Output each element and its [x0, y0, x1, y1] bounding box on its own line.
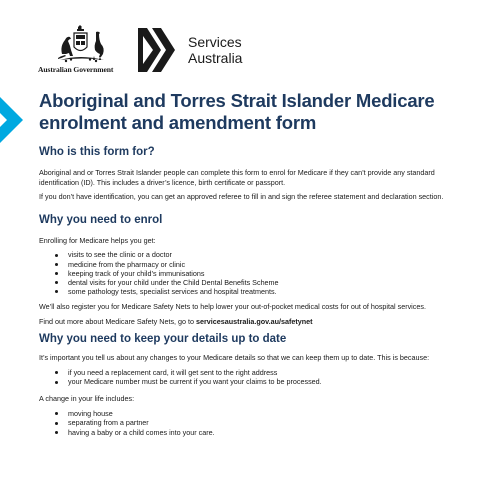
- list-item: separating from a partner: [68, 418, 449, 427]
- form-content: [39, 90, 449, 437]
- services-australia-logo-icon: [138, 28, 178, 72]
- who-paragraph-2: If you don’t have identification, you can get an approved referee to fill in and sign the referee statement and declaration section.: [39, 192, 444, 202]
- who-paragraph-1: Aboriginal and or Torres Strait Islander people can complete this form to enrol for Medicare if they can’t provide any standard identification (ID). This includes a driver’s licence, birth certificate or passport.: [39, 168, 435, 187]
- life-change-list: [39, 409, 449, 437]
- list-item: having a baby or a child comes into your care.: [68, 428, 449, 437]
- list-item: medicine from the pharmacy or clinic: [68, 260, 449, 269]
- safetynet-link[interactable]: servicesaustralia.gov.au/safetynet: [196, 316, 313, 326]
- list-item: your Medicare number must be current if you want your claims to be processed.: [68, 377, 449, 386]
- australia-line: Australia: [188, 50, 243, 66]
- services-australia-wordmark: [188, 34, 242, 66]
- life-change-intro: A change in your life includes:: [39, 393, 135, 403]
- list-item: visits to see the clinic or a doctor: [68, 250, 449, 259]
- page-title: Aboriginal and Torres Strait Islander Medicare enrolment and amendment form: [39, 90, 435, 133]
- section-heading-why-enrol: Why you need to enrol: [39, 213, 163, 226]
- list-item: if you need a replacement card, it will get sent to the right address: [68, 368, 449, 377]
- list-item: keeping track of your child’s immunisations: [68, 269, 449, 278]
- safety-nets-paragraph: We’ll also register you for Medicare Safety Nets to help lower your out-of-pocket medical costs for out of hospital services.: [39, 302, 426, 312]
- gov-logo-text: Australian Government: [38, 65, 114, 74]
- chevron-marker-icon: [0, 93, 24, 147]
- page-header: [38, 24, 268, 76]
- update-reasons-list: [39, 368, 449, 386]
- find-out-more-text: Find out more about Medicare Safety Nets, go to: [39, 316, 197, 326]
- list-item: some pathology tests, specialist services and hospital treatments.: [68, 287, 449, 296]
- services-line: Services: [188, 34, 242, 50]
- list-item: dental visits for your child under the Child Dental Benefits Scheme: [68, 278, 449, 287]
- why-enrol-intro: Enrolling for Medicare helps you get:: [39, 235, 156, 245]
- why-update-intro: It’s important you tell us about any changes to your Medicare details so that we can keep them up to date. This is because:: [39, 352, 430, 362]
- section-heading-who: Who is this form for?: [39, 146, 155, 158]
- list-item: moving house: [68, 409, 449, 418]
- find-out-more-paragraph: [39, 317, 449, 327]
- section-heading-why-update: Why you need to keep your details up to date: [39, 332, 287, 345]
- enrol-benefits-list: [39, 250, 449, 296]
